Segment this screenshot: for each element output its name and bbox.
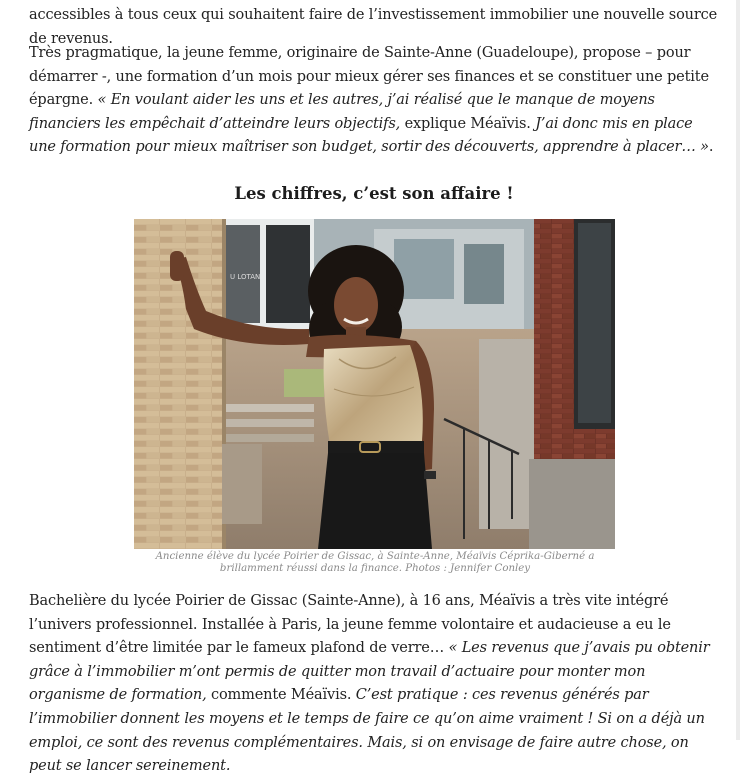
paragraph-formation	[29, 42, 719, 160]
quote-text: C’est pratique : ces revenus générés par l’immobilier donnent les moyens et le temps de faire ce qu’on aime vraiment ! Si on a déjà un emploi, ce sont des revenus complémentaires. Mais, si on envisage de faire autre chose, on peut se lancer sereinement.	[29, 687, 705, 775]
paragraph-text: accessibles à tous ceux qui souhaitent faire de l’investissement immobilier une nouvelle source de revenus.	[29, 7, 718, 47]
page-edge	[736, 0, 740, 740]
paragraph-text: Bachelière du lycée Poirier de Gissac (Sainte-Anne), à 16 ans, Méaïvis a très vite intégré l’univers professionnel. Installée à Paris, la jeune femme volontaire et audacieuse a eu le sentiment d’être limitée par le fameux plafond de verre…	[29, 593, 671, 657]
article-photo[interactable]	[134, 219, 615, 549]
paragraph-text: .	[708, 139, 714, 156]
photo-illustration	[134, 219, 615, 549]
photo-caption: Ancienne élève du lycée Poirier de Gissac, à Sainte-Anne, Méaïvis Céprika-Giberné a brillamment réussi dans la finance. Photos : Jennifer Conley	[155, 551, 595, 574]
quote-text: « Les revenus que j’avais pu obtenir grâce à l’immobilier m’ont permis de quitter mon travail d’actuaire pour monter mon organisme de formation,	[29, 640, 710, 704]
paragraph-text: commente Méaïvis.	[206, 687, 356, 704]
paragraph-text: explique Méaïvis.	[400, 115, 536, 132]
quote-text: J’ai donc mis en place une formation pour mieux maîtriser son budget, sortir des découverts, apprendre à placer… »	[29, 115, 709, 156]
paragraph-career	[29, 590, 719, 779]
paragraph-text: Très pragmatique, la jeune femme, originaire de Sainte-Anne (Guadeloupe), propose – pour démarrer -, une formation d’un mois pour mieux gérer ses finances et se constituer une petite épargne.	[29, 45, 709, 109]
quote-text: « En voulant aider les uns et les autres, j’ai réalisé que le manque de moyens financiers les empêchait d’atteindre leurs objectifs,	[29, 92, 655, 132]
section-heading: Les chiffres, c’est son affaire !	[234, 184, 514, 203]
shop-sign: U LOTAN	[230, 273, 261, 281]
